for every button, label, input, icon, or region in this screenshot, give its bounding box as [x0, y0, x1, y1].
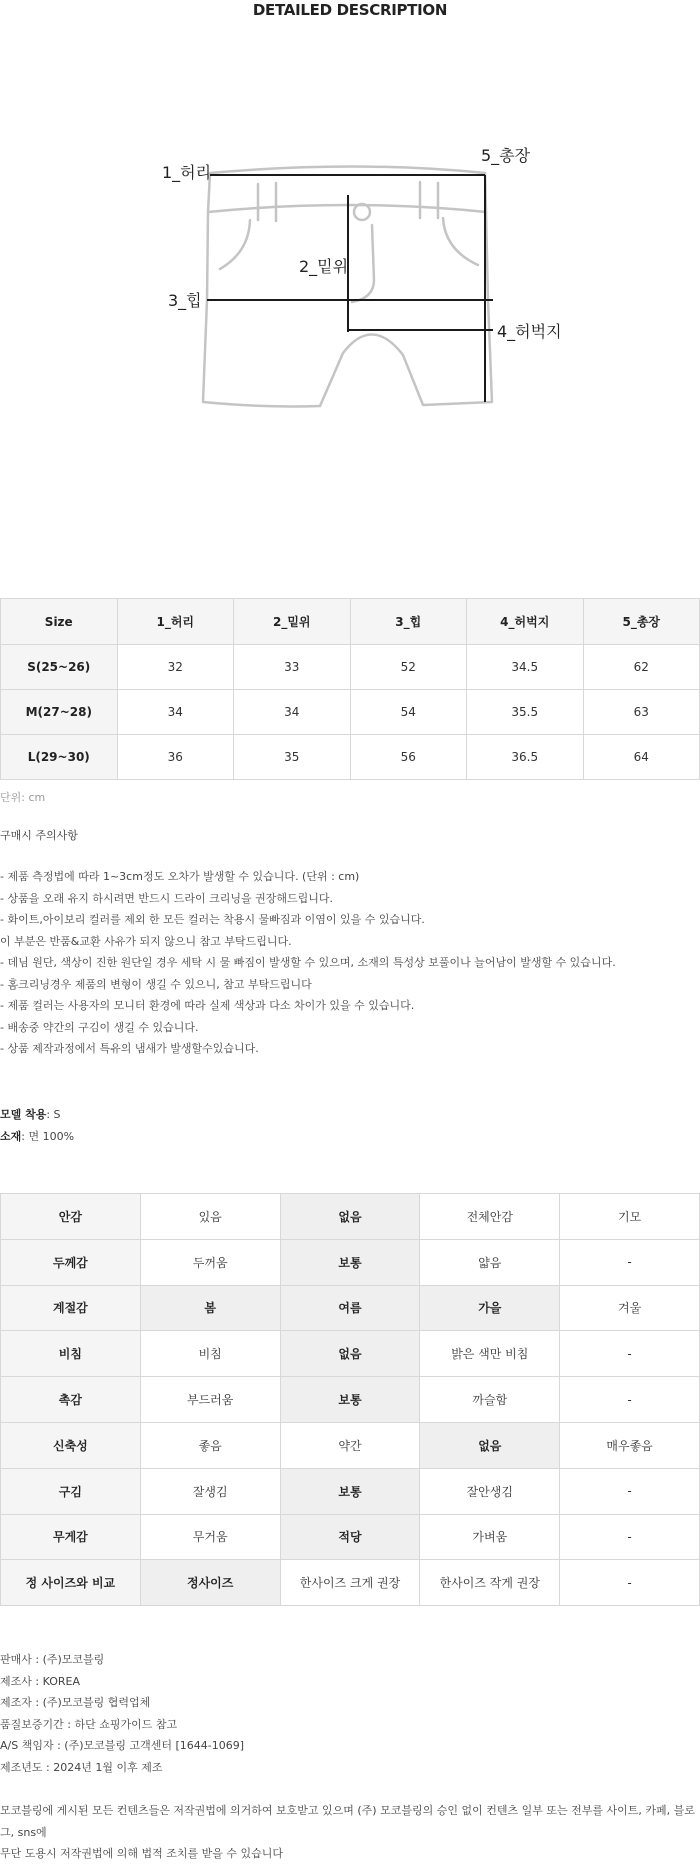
size-value-cell: 36.5 [467, 735, 584, 780]
size-header-cell: Size [1, 599, 118, 645]
attribute-option-cell: 얇음 [420, 1239, 560, 1285]
shorts-measurement-diagram [0, 140, 700, 420]
attribute-row [1, 1560, 700, 1606]
attribute-option-cell-selected: 보통 [280, 1239, 420, 1285]
size-header-cell: 2_밑위 [234, 599, 351, 645]
material-label: 소재 [0, 1129, 22, 1143]
attribute-option-cell: 전체안감 [420, 1194, 560, 1240]
copyright-line: 무단 도용시 저작권법에 의해 법적 조치를 받을 수 있습니다 [0, 1847, 283, 1860]
note-item: - 제품 컬러는 사용자의 모니터 환경에 따라 실제 색상과 다소 차이가 있을 수 있습니다. [0, 999, 415, 1012]
attribute-label-cell: 무게감 [1, 1514, 141, 1560]
attribute-label-cell: 비침 [1, 1331, 141, 1377]
info-line: 품질보증기간 : 하단 쇼핑가이드 참고 [0, 1717, 178, 1731]
attribute-option-cell: 가벼움 [420, 1514, 560, 1560]
attribute-option-cell: - [560, 1239, 700, 1285]
attribute-label-cell: 정 사이즈와 비교 [1, 1560, 141, 1606]
size-header-cell: 4_허벅지 [467, 599, 584, 645]
size-table-row [1, 735, 700, 780]
note-item: - 홈크리닝경우 제품의 변형이 생길 수 있으니, 참고 부탁드립니다 [0, 977, 312, 991]
attribute-option-cell: 까슬함 [420, 1377, 560, 1423]
size-table-row [1, 645, 700, 690]
size-value-cell: 56 [350, 735, 467, 780]
size-label-cell: L(29~30) [1, 735, 118, 780]
size-value-cell: 62 [583, 645, 700, 690]
note-item: - 데님 원단, 색상이 진한 원단일 경우 세탁 시 물 빠짐이 발생할 수 있으며, 소재의 특성상 보풀이나 늘어남이 발생할 수 있습니다. [0, 956, 616, 969]
page-title: DETAILED DESCRIPTION [252, 1, 448, 19]
note-item: - 상품을 오래 유지 하시려면 반드시 드라이 크리닝을 권장해드립니다. [0, 891, 333, 905]
attribute-row [1, 1331, 700, 1377]
info-line: 제조사 : KOREA [0, 1674, 80, 1688]
attribute-row [1, 1194, 700, 1240]
copyright-notice [0, 1800, 700, 1865]
attribute-label-cell: 촉감 [1, 1377, 141, 1423]
attribute-option-cell: 무거움 [140, 1514, 280, 1560]
belt-loop-right [420, 182, 438, 218]
size-header-cell: 1_허리 [117, 599, 234, 645]
size-value-cell: 33 [234, 645, 351, 690]
attribute-row [1, 1285, 700, 1331]
pocket-left [220, 220, 250, 269]
size-label-cell: S(25~26) [1, 645, 118, 690]
label-length: 5_총장 [481, 146, 531, 165]
model-label: 모델 착용 [0, 1108, 47, 1121]
size-value-cell: 63 [583, 690, 700, 735]
attribute-option-cell: 매우좋음 [560, 1422, 700, 1468]
note-item: 이 부분은 반품&교환 사유가 되지 않으니 참고 부탁드립니다. [0, 934, 292, 948]
attribute-label-cell: 신축성 [1, 1422, 141, 1468]
size-table [0, 598, 700, 780]
label-hip: 3_힙 [168, 291, 202, 310]
size-value-cell: 35 [234, 735, 351, 780]
size-value-cell: 36 [117, 735, 234, 780]
size-value-cell: 34.5 [467, 645, 584, 690]
note-item: - 화이트,아이보리 컬러를 제외 한 모든 컬러는 착용시 물빠짐과 이염이 있을 수 있습니다. [0, 913, 425, 926]
model-value: : S [46, 1108, 61, 1121]
size-header-cell: 5_총장 [583, 599, 700, 645]
attribute-option-cell: - [560, 1514, 700, 1560]
attribute-option-cell: 잘안생김 [420, 1468, 560, 1514]
belt-loop-left [258, 183, 276, 221]
note-item: - 상품 제작과정에서 특유의 냄새가 발생할수있습니다. [0, 1042, 259, 1055]
size-value-cell: 54 [350, 690, 467, 735]
attribute-option-cell: 비침 [140, 1331, 280, 1377]
info-line: 제조년도 : 2024년 1월 이후 제조 [0, 1760, 163, 1774]
note-item: - 제품 측정법에 따라 1~3cm정도 오차가 발생할 수 있습니다. (단위 : cm) [0, 870, 360, 883]
attribute-option-cell-selected: 없음 [280, 1331, 420, 1377]
attribute-option-cell-selected: 가을 [420, 1285, 560, 1331]
info-line: 판매사 : (주)모코블링 [0, 1653, 105, 1666]
attribute-option-cell: 겨울 [560, 1285, 700, 1331]
attribute-option-cell-selected: 정사이즈 [140, 1560, 280, 1606]
attribute-label-cell: 안감 [1, 1194, 141, 1240]
attribute-option-cell: 부드러움 [140, 1377, 280, 1423]
info-line: 제조자 : (주)모코블링 협력업체 [0, 1696, 151, 1709]
fabric-attributes-table [0, 1193, 700, 1606]
attribute-option-cell-selected: 봄 [140, 1285, 280, 1331]
size-label-cell: M(27~28) [1, 690, 118, 735]
attribute-option-cell: 기모 [560, 1194, 700, 1240]
attribute-option-cell-selected: 여름 [280, 1285, 420, 1331]
attribute-option-cell: 약간 [280, 1422, 420, 1468]
label-thigh: 4_허벅지 [497, 322, 562, 341]
attribute-option-cell: - [560, 1331, 700, 1377]
unit-note: 단위: cm [0, 791, 46, 804]
size-value-cell: 34 [234, 690, 351, 735]
size-table-row [1, 690, 700, 735]
copyright-line: 모코블링에 게시된 모든 컨텐츠들은 저작권법에 의거하여 보호받고 있으며 (주) 모코블링의 승인 없이 컨텐츠 일부 또는 전부를 사이트, 카페, 블로그, sns에 [0, 1804, 695, 1839]
model-size-line [0, 1104, 74, 1126]
attribute-option-cell-selected: 없음 [420, 1422, 560, 1468]
material-line [0, 1126, 74, 1148]
attribute-option-cell: 밝은 색만 비침 [420, 1331, 560, 1377]
size-value-cell: 52 [350, 645, 467, 690]
attribute-label-cell: 계절감 [1, 1285, 141, 1331]
attribute-option-cell: 두꺼움 [140, 1239, 280, 1285]
attribute-row [1, 1514, 700, 1560]
purchase-notes-title: 구매시 주의사항 [0, 829, 78, 842]
attribute-option-cell-selected: 보통 [280, 1468, 420, 1514]
attribute-option-cell: - [560, 1377, 700, 1423]
size-header-cell: 3_힙 [350, 599, 467, 645]
attribute-option-cell-selected: 적당 [280, 1514, 420, 1560]
fly-stitch [352, 225, 374, 302]
model-material-info [0, 1104, 74, 1147]
label-rise: 2_밑위 [299, 257, 349, 276]
attribute-option-cell: 있음 [140, 1194, 280, 1240]
attribute-option-cell: - [560, 1468, 700, 1514]
label-waist: 1_허리 [162, 163, 212, 182]
size-value-cell: 32 [117, 645, 234, 690]
attribute-row [1, 1422, 700, 1468]
attribute-option-cell: 한사이즈 크게 권장 [280, 1560, 420, 1606]
attribute-option-cell: 좋음 [140, 1422, 280, 1468]
attribute-option-cell-selected: 없음 [280, 1194, 420, 1240]
purchase-notes-list [0, 866, 616, 1060]
attribute-option-cell: 한사이즈 작게 권장 [420, 1560, 560, 1606]
pocket-right [443, 218, 478, 265]
attribute-row [1, 1468, 700, 1514]
attribute-label-cell: 구김 [1, 1468, 141, 1514]
attribute-label-cell: 두께감 [1, 1239, 141, 1285]
button [354, 204, 370, 220]
size-table-header-row [1, 599, 700, 645]
attribute-option-cell-selected: 보통 [280, 1377, 420, 1423]
material-value: : 면 100% [21, 1129, 75, 1143]
attribute-row [1, 1377, 700, 1423]
note-item: - 배송중 약간의 구김이 생길 수 있습니다. [0, 1020, 199, 1034]
size-value-cell: 34 [117, 690, 234, 735]
size-value-cell: 35.5 [467, 690, 584, 735]
attribute-option-cell: 잘생김 [140, 1468, 280, 1514]
product-info [0, 1649, 244, 1778]
attribute-row [1, 1239, 700, 1285]
attribute-option-cell: - [560, 1560, 700, 1606]
size-value-cell: 64 [583, 735, 700, 780]
info-line: A/S 책임자 : (주)모코블링 고객센터 [1644-1069] [0, 1739, 245, 1752]
